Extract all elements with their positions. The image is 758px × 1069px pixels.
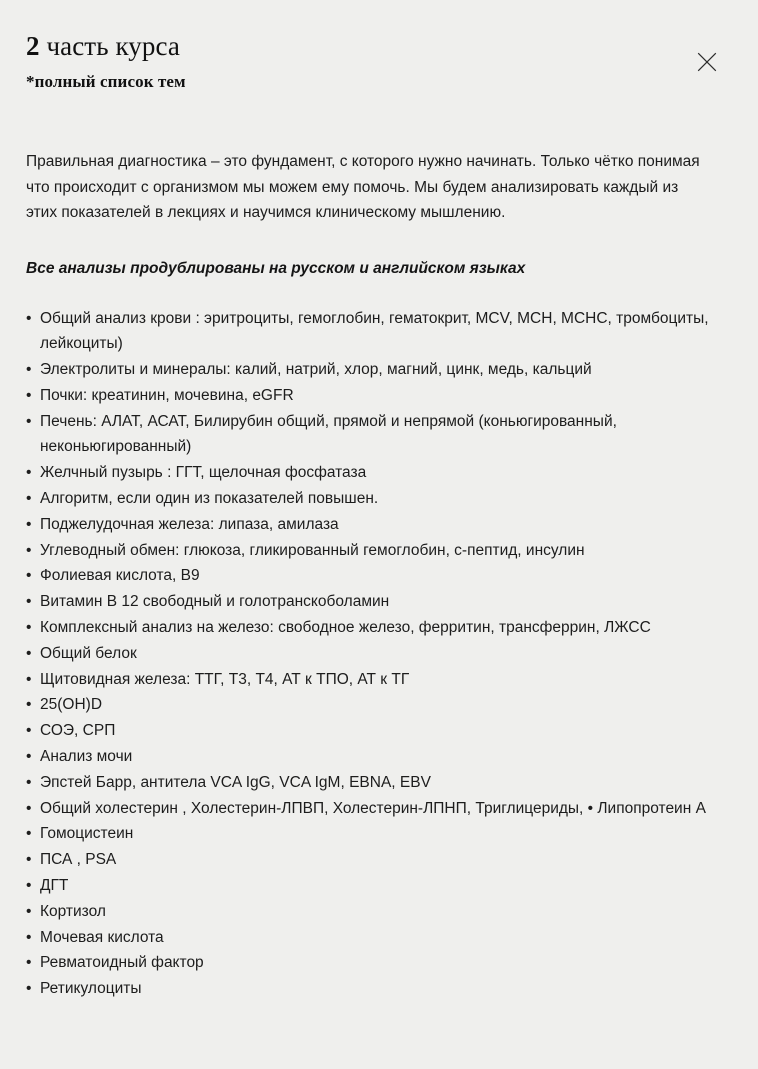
list-item: • 25(OH)D — [26, 692, 730, 718]
list-item: • Поджелудочная железа: липаза, амилаза — [26, 512, 730, 538]
list-item: • Фолиевая кислота, B9 — [26, 563, 730, 589]
page-subtitle: *полный список тем — [26, 72, 186, 91]
list-item: • ДГТ — [26, 873, 730, 899]
close-button[interactable] — [694, 49, 720, 75]
list-item: • Общий белок — [26, 641, 730, 667]
intro-paragraph: Правильная диагностика – это фундамент, с которого нужно начинать. Только чётко понимая что происходит с организмом мы можем ему помочь. Мы будем анализировать каждый из этих показателей в лекциях и научимся клиническому мышлению. — [26, 153, 700, 221]
list-item: • Общий анализ крови : эритроциты, гемоглобин, гематокрит, MCV, MCH, MCHC, тромбоциты, лейкоциты) — [26, 306, 730, 358]
list-item: • Ревматоидный фактор — [26, 950, 730, 976]
list-item: • Кортизол — [26, 899, 730, 925]
section-note: Все анализы продублированы на русском и английском языках — [26, 259, 526, 277]
list-item: • Электролиты и минералы: калий, натрий, хлор, магний, цинк, медь, кальций — [26, 357, 730, 383]
panel-header — [26, 0, 732, 93]
list-item: • СОЭ, СРП — [26, 718, 730, 744]
list-item: • Почки: креатинин, мочевина, eGFR — [26, 383, 730, 409]
list-item: • Желчный пузырь : ГГТ, щелочная фосфатаза — [26, 460, 730, 486]
list-item: • Щитовидная железа: ТТГ, Т3, Т4, АТ к ТПО, АТ к ТГ — [26, 667, 730, 693]
close-icon — [697, 52, 717, 72]
list-item: • Анализ мочи — [26, 744, 730, 770]
list-item: • Комплексный анализ на железо: свободное железо, ферритин, трансферрин, ЛЖСС — [26, 615, 730, 641]
list-item: • Витамин В 12 свободный и голотранскоболамин — [26, 589, 730, 615]
list-item: • Гомоцистеин — [26, 821, 730, 847]
page-title-text: часть курса — [39, 31, 181, 61]
analysis-list — [26, 281, 732, 1003]
list-item: • Углеводный обмен: глюкоза, гликированный гемоглобин, с-пептид, инсулин — [26, 538, 730, 564]
page-title — [26, 30, 732, 62]
list-item: • Печень: АЛАТ, АСАТ, Билирубин общий, прямой и непрямой (коньюгированный, неконьюгированный) — [26, 409, 730, 461]
list-item: • Ретикулоциты — [26, 976, 730, 1002]
page-title-numeral: 2 — [26, 31, 40, 61]
list-item: • Алгоритм, если один из показателей повышен. — [26, 486, 730, 512]
list-item: • Общий холестерин , Холестерин-ЛПВП, Холестерин-ЛПНП, Триглицериды, • Липопротеин А — [26, 796, 730, 822]
list-item: • Эпстей Барр, антитела VCA IgG, VCA IgM, EBNA, EBV — [26, 770, 730, 796]
list-item: • ПСА , PSA — [26, 847, 730, 873]
list-item: • Мочевая кислота — [26, 925, 730, 951]
